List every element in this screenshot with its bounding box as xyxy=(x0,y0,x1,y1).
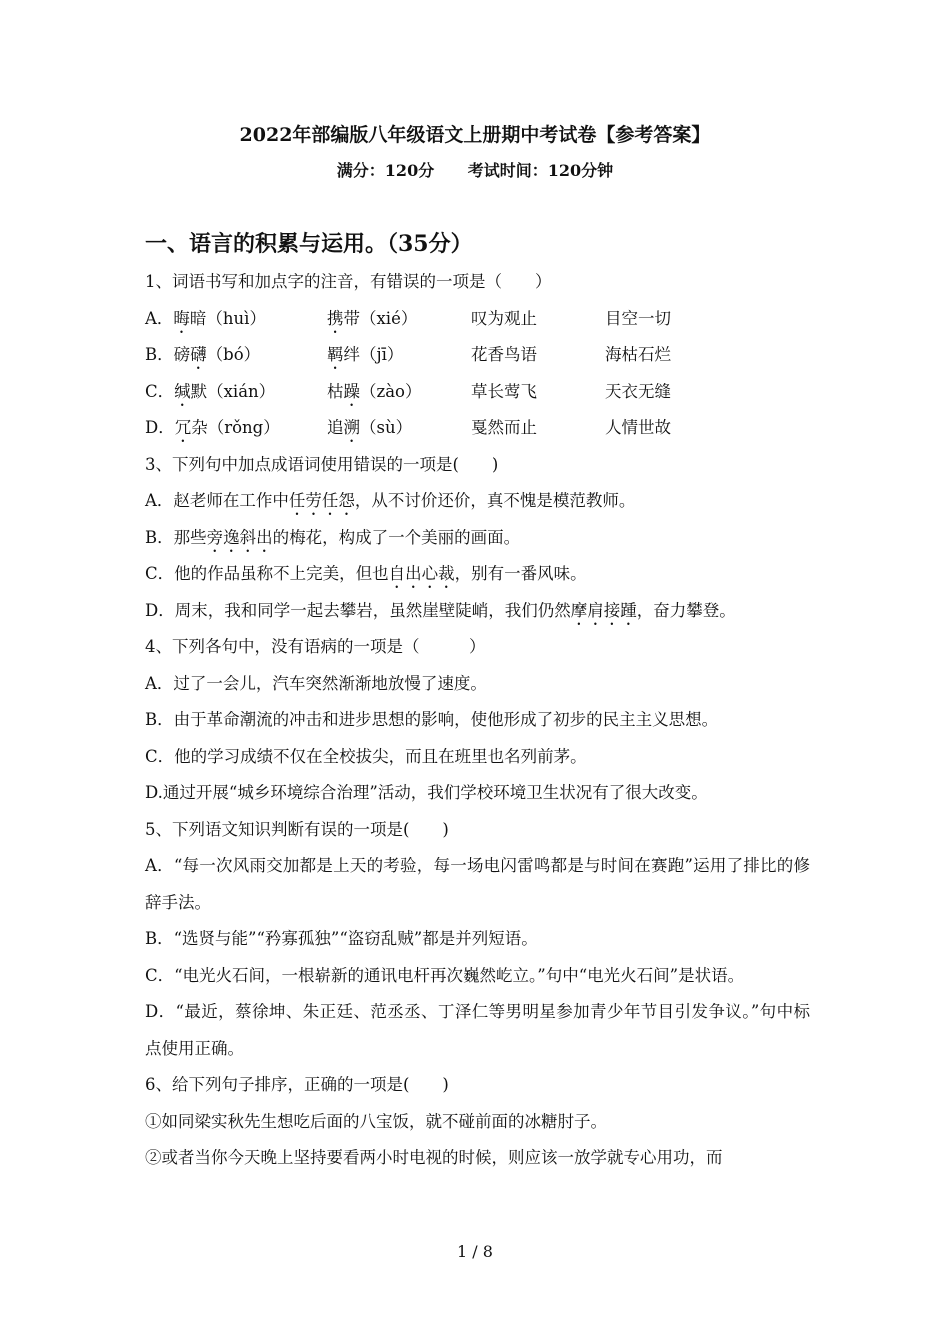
option-cell xyxy=(605,374,671,411)
option-cell xyxy=(605,337,671,374)
text-line xyxy=(145,958,810,995)
text-segment: A．过了一会儿，汽车突然渐渐地放慢了速度。 xyxy=(145,673,487,693)
text-segment: 杂（rǒng） xyxy=(191,418,280,437)
text-line xyxy=(145,848,810,921)
questions xyxy=(145,264,810,1177)
option-cell xyxy=(145,410,327,447)
text-segment: 人情世故 xyxy=(605,418,671,437)
text-segment: ①如同梁实秋先生想吃后面的八宝饭，就不碰前面的冰糖肘子。 xyxy=(145,1111,607,1131)
text-segment: （bó） xyxy=(206,345,261,364)
text-segment: D.通过开展“城乡环境综合治理”活动，我们学校环境卫生状况有了很大改变。 xyxy=(145,783,708,802)
emphasized-text: 冗 xyxy=(174,418,192,437)
page-number: 1 / 8 xyxy=(457,1242,493,1261)
text-segment: 的梅花，构成了一个美丽的画面。 xyxy=(272,527,521,547)
text-segment: C．“电光火石间，一根崭新的通讯电杆再次巍然屹立。”句中“电光火石间”是状语。 xyxy=(145,965,745,985)
text-line xyxy=(145,447,810,484)
text-line xyxy=(145,702,810,739)
emphasized-text: 礴 xyxy=(190,345,207,364)
text-line xyxy=(145,483,810,520)
emphasized-text: 旁逸斜出 xyxy=(206,527,273,547)
text-line xyxy=(145,994,810,1067)
exam-info xyxy=(0,158,950,181)
text-segment: C． xyxy=(145,381,175,401)
emphasized-text: 任劳任怨 xyxy=(288,491,355,510)
option-row xyxy=(145,410,810,447)
text-segment: 海枯石烂 xyxy=(605,345,671,364)
option-cell xyxy=(605,410,671,447)
text-segment: B．那些 xyxy=(145,527,207,547)
option-cell xyxy=(327,410,471,447)
text-segment: 3、下列句中加点成语词使用错误的一项是( ) xyxy=(145,454,499,474)
text-segment: ②或者当你今天晚上坚持要看两小时电视的时候，则应该一放学就专心用功，而 xyxy=(145,1148,723,1167)
text-line xyxy=(145,666,810,703)
full-score: 满分：120分 xyxy=(336,161,435,180)
emphasized-text: 躁 xyxy=(343,381,360,401)
text-segment: 4、下列各句中，没有语病的一项是（ ） xyxy=(145,637,486,656)
text-segment: ，奋力攀登。 xyxy=(636,600,736,620)
option-cell xyxy=(471,337,605,374)
text-segment: 枯 xyxy=(327,381,344,401)
text-segment: 绊（jī） xyxy=(343,345,404,364)
option-row xyxy=(145,374,810,411)
text-segment: 6、给下列句子排序，正确的一项是( ) xyxy=(145,1075,449,1094)
question-1-options xyxy=(145,301,810,447)
text-segment: B．由于革命潮流的冲击和进步思想的影响，使他形成了初步的民主主义思想。 xyxy=(145,710,719,729)
text-line xyxy=(145,775,810,812)
text-line xyxy=(145,1104,810,1141)
option-row xyxy=(145,337,810,374)
text-segment: （zào） xyxy=(360,381,422,401)
emphasized-text: 摩肩接踵 xyxy=(570,600,637,620)
text-segment: 叹为观止 xyxy=(471,308,537,328)
emphasized-text: 携 xyxy=(327,308,344,328)
text-line xyxy=(145,593,810,630)
emphasized-text: 羁 xyxy=(327,345,344,364)
text-line xyxy=(145,629,810,666)
text-segment: B．磅 xyxy=(145,345,191,364)
text-segment: 花香鸟语 xyxy=(471,345,537,364)
text-segment: 暗（huì） xyxy=(189,308,266,328)
question-1-stem: 1、词语书写和加点字的注音，有错误的一项是（ ） xyxy=(145,272,552,291)
text-segment: C．他的作品虽称不上完美，但也 xyxy=(145,564,389,583)
text-segment: C．他的学习成绩不仅在全校拔尖，而且在班里也名列前茅。 xyxy=(145,746,587,766)
text-line xyxy=(145,739,810,776)
question-lines xyxy=(145,447,810,1177)
text-segment: 戛然而止 xyxy=(471,418,537,437)
text-segment: 目空一切 xyxy=(605,308,671,328)
text-segment: 草长莺飞 xyxy=(471,381,537,401)
text-segment: 5、下列语文知识判断有误的一项是( ) xyxy=(145,819,449,839)
option-cell xyxy=(605,301,671,338)
option-cell xyxy=(327,337,471,374)
exam-title: 2022年部编版八年级语文上册期中考试卷【参考答案】 xyxy=(239,124,711,146)
emphasized-text: 晦 xyxy=(173,308,190,328)
text-segment: D．周末，我和同学一起去攀岩，虽然崖壁陡峭，我们仍然 xyxy=(145,600,571,620)
section-heading: 一、语言的积累与运用。（35分） xyxy=(145,231,473,257)
text-segment: A．“每一次风雨交加都是上天的考验，每一场电闪雷鸣都是与时间在赛跑”运用了排比的修辞手法。 xyxy=(145,856,810,912)
emphasized-text: 自出心裁 xyxy=(388,564,455,583)
exam-time: 考试时间：120分钟 xyxy=(467,161,614,180)
text-line xyxy=(145,1067,810,1104)
text-segment: B．“选贤与能”“矜寡孤独”“盗窃乱贼”都是并列短语。 xyxy=(145,929,538,948)
option-cell xyxy=(471,410,605,447)
text-segment: （sù） xyxy=(360,418,413,437)
option-cell xyxy=(471,374,605,411)
text-line xyxy=(145,921,810,958)
option-cell xyxy=(327,374,471,411)
option-row xyxy=(145,301,810,338)
text-line xyxy=(145,556,810,593)
emphasized-text: 缄 xyxy=(174,381,191,401)
text-segment: 带（xié） xyxy=(343,308,418,328)
text-segment: 默（xián） xyxy=(190,381,276,401)
text-segment: ，别有一番风味。 xyxy=(454,564,587,583)
text-line xyxy=(145,520,810,557)
option-cell xyxy=(145,374,327,411)
option-cell xyxy=(327,301,471,338)
text-segment: D．“最近，蔡徐坤、朱正廷、范丞丞、丁泽仁等男明星参加青少年节目引发争议。”句中标点使用正确。 xyxy=(145,1002,810,1058)
text-segment: ，从不讨价还价，真不愧是模范教师。 xyxy=(354,491,636,510)
option-cell xyxy=(471,301,605,338)
option-cell xyxy=(145,301,327,338)
text-segment: 追 xyxy=(327,418,344,437)
text-line xyxy=(145,812,810,849)
text-segment: A．赵老师在工作中 xyxy=(145,491,289,510)
text-line xyxy=(145,1140,810,1177)
option-cell xyxy=(145,337,327,374)
text-segment: A． xyxy=(145,308,174,328)
emphasized-text: 溯 xyxy=(343,418,360,437)
text-segment: 天衣无缝 xyxy=(605,381,671,401)
text-segment: D． xyxy=(145,418,175,437)
